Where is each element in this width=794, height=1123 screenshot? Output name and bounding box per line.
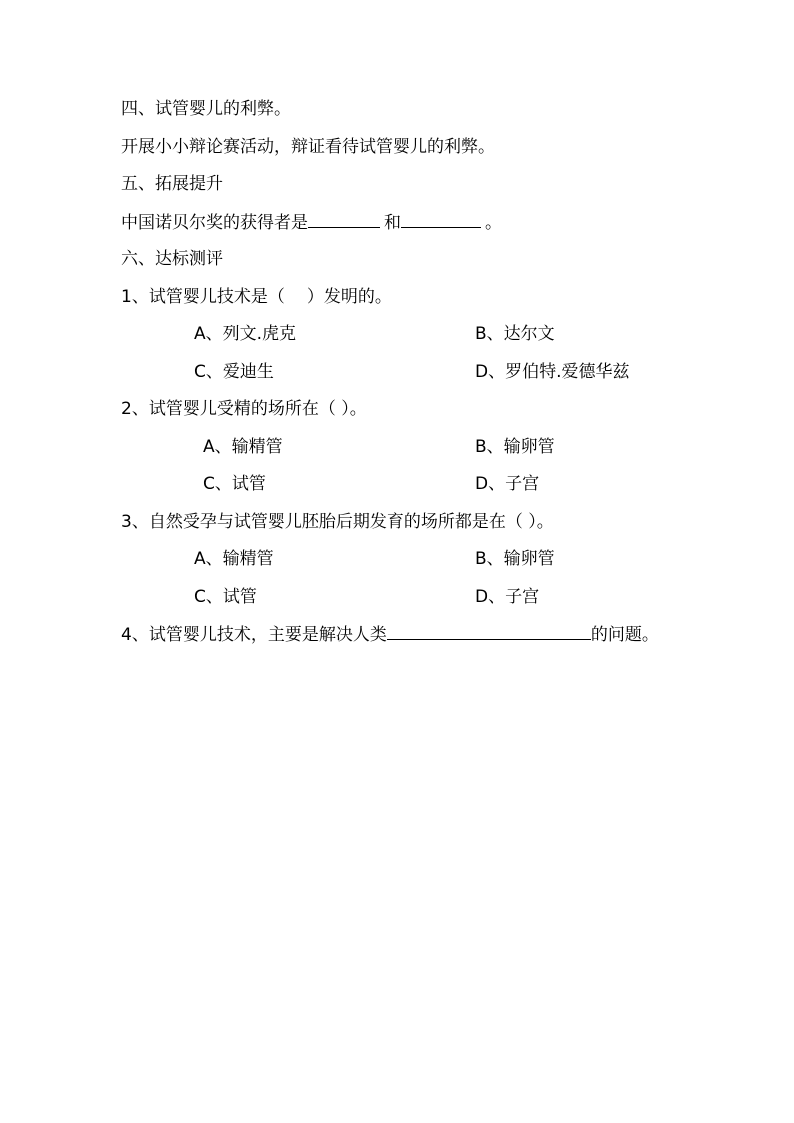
q2-option-a[interactable]: A、输精管 <box>203 437 283 457</box>
question-1-stem <box>121 286 392 308</box>
q1-option-c[interactable]: C、爱迪生 <box>194 362 274 382</box>
q3-option-d[interactable]: D、子宫 <box>475 587 540 607</box>
q1-option-b[interactable]: B、达尔文 <box>475 324 555 344</box>
fill-middle: 和 <box>384 213 401 233</box>
section5-fill-line <box>121 211 502 233</box>
q1-stem-before: 1、试管婴儿技术是（ <box>121 287 285 307</box>
q2-option-c[interactable]: C、试管 <box>203 474 266 494</box>
q2-option-d[interactable]: D、子宫 <box>475 474 540 494</box>
section6-heading: 六、达标测评 <box>121 249 223 269</box>
q1-option-d[interactable]: D、罗伯特.爱德华兹 <box>475 362 630 382</box>
q4-answer-blank[interactable] <box>387 623 591 640</box>
section4-heading: 四、试管婴儿的利弊。 <box>121 99 291 119</box>
answer-blank-2[interactable] <box>401 211 481 228</box>
q4-stem-after: 的问题。 <box>590 625 659 645</box>
question-2-stem: 2、试管婴儿受精的场所在（ ）。 <box>121 399 367 419</box>
q3-option-a[interactable]: A、输精管 <box>194 549 274 569</box>
q1-stem-after: ）发明的。 <box>306 287 392 307</box>
q4-stem-before: 4、试管婴儿技术，主要是解决人类 <box>121 625 387 645</box>
q1-option-a[interactable]: A、列文.虎克 <box>194 324 297 344</box>
fill-prefix: 中国诺贝尔奖的获得者是 <box>121 213 308 233</box>
fill-suffix: 。 <box>485 213 502 233</box>
section4-text: 开展小小辩论赛活动，辩证看待试管婴儿的利弊。 <box>121 137 495 157</box>
q3-option-c[interactable]: C、试管 <box>194 587 257 607</box>
answer-blank-1[interactable] <box>308 211 380 228</box>
question-3-stem: 3、自然受孕与试管婴儿胚胎后期发育的场所都是在（ ）。 <box>121 512 554 532</box>
q2-option-b[interactable]: B、输卵管 <box>475 437 555 457</box>
q3-option-b[interactable]: B、输卵管 <box>475 549 555 569</box>
section5-heading: 五、拓展提升 <box>121 174 223 194</box>
question-4-stem <box>121 623 659 645</box>
